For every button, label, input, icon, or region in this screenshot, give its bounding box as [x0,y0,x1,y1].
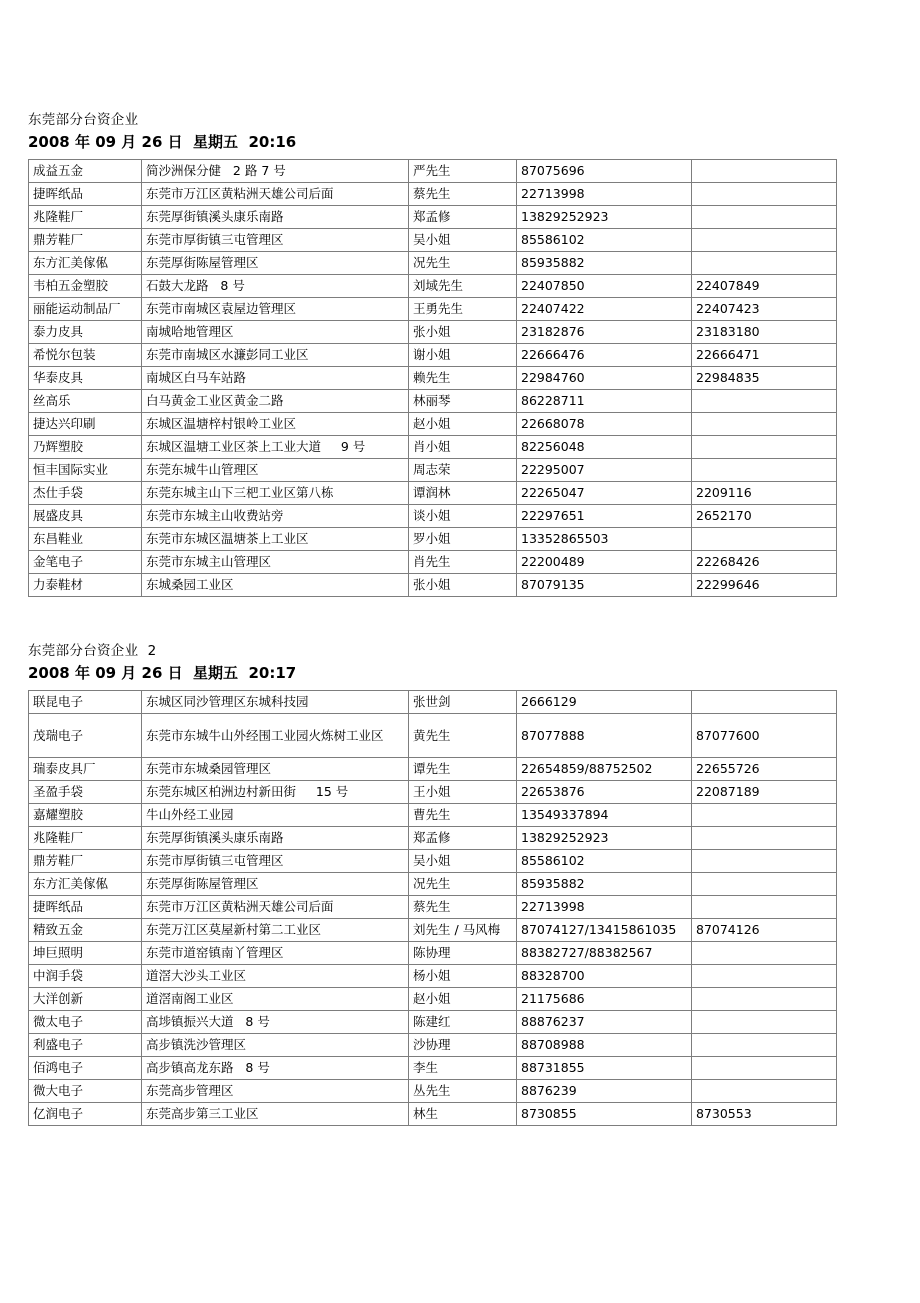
table-row [29,413,837,436]
document-section-1 [28,110,838,597]
table-row [29,896,837,919]
cell-company-name: 联昆电子 [29,691,142,714]
cell-contact-person: 赵小姐 [409,988,517,1011]
cell-telephone: 13829252923 [517,206,692,229]
table-row [29,252,837,275]
cell-fax [692,873,837,896]
cell-company-name: 捷达兴印刷 [29,413,142,436]
cell-fax [692,1080,837,1103]
cell-contact-person: 刘域先生 [409,275,517,298]
cell-company-name: 成益五金 [29,160,142,183]
cell-company-name: 圣盈手袋 [29,781,142,804]
cell-address: 东城桑园工业区 [142,574,409,597]
cell-address: 简沙洲保分健 2 路 7 号 [142,160,409,183]
cell-company-name: 乃辉塑胶 [29,436,142,459]
cell-address: 东莞市厚街镇三屯管理区 [142,850,409,873]
cell-telephone: 8876239 [517,1080,692,1103]
table-row [29,1011,837,1034]
cell-address: 东莞市厚街镇三屯管理区 [142,229,409,252]
cell-contact-person: 林生 [409,1103,517,1126]
cell-telephone: 22407850 [517,275,692,298]
cell-address: 东莞厚街陈屋管理区 [142,252,409,275]
cell-telephone: 22654859/88752502 [517,758,692,781]
cell-company-name: 兆隆鞋厂 [29,827,142,850]
cell-company-name: 微大电子 [29,1080,142,1103]
cell-fax [692,942,837,965]
cell-fax: 22299646 [692,574,837,597]
cell-fax: 22407849 [692,275,837,298]
table-row [29,827,837,850]
cell-fax: 87074126 [692,919,837,942]
cell-fax: 22666471 [692,344,837,367]
table-body [29,160,837,597]
cell-contact-person: 张小姐 [409,321,517,344]
cell-fax [692,804,837,827]
table-row [29,183,837,206]
cell-company-name: 坤巨照明 [29,942,142,965]
cell-fax [692,160,837,183]
cell-address: 白马黄金工业区黄金二路 [142,390,409,413]
cell-telephone: 22265047 [517,482,692,505]
cell-contact-person: 蔡先生 [409,896,517,919]
cell-telephone: 86228711 [517,390,692,413]
cell-fax: 2209116 [692,482,837,505]
table-body [29,691,837,1126]
table-row [29,850,837,873]
cell-contact-person: 沙协理 [409,1034,517,1057]
cell-address: 牛山外经工业园 [142,804,409,827]
table-row [29,1103,837,1126]
cell-company-name: 泰力皮具 [29,321,142,344]
cell-company-name: 嘉耀塑胶 [29,804,142,827]
cell-contact-person: 张小姐 [409,574,517,597]
cell-contact-person: 林丽琴 [409,390,517,413]
cell-telephone: 22984760 [517,367,692,390]
cell-fax: 2652170 [692,505,837,528]
cell-telephone: 88708988 [517,1034,692,1057]
cell-address: 东莞东城区柏洲边村新田街 15 号 [142,781,409,804]
cell-company-name: 茂瑞电子 [29,714,142,758]
cell-company-name: 鼎芳鞋厂 [29,850,142,873]
cell-contact-person: 刘先生 / 马风梅 [409,919,517,942]
cell-fax [692,827,837,850]
cell-contact-person: 蔡先生 [409,183,517,206]
cell-company-name: 丽能运动制品厂 [29,298,142,321]
cell-company-name: 中润手袋 [29,965,142,988]
cell-telephone: 13829252923 [517,827,692,850]
cell-telephone: 22713998 [517,896,692,919]
table-row [29,714,837,758]
table-row [29,482,837,505]
cell-fax [692,1034,837,1057]
cell-fax: 22268426 [692,551,837,574]
table-row [29,804,837,827]
table-row [29,298,837,321]
cell-fax [692,1057,837,1080]
cell-telephone: 22407422 [517,298,692,321]
cell-fax: 87077600 [692,714,837,758]
cell-address: 高步镇高龙东路 8 号 [142,1057,409,1080]
cell-contact-person: 谈小姐 [409,505,517,528]
cell-address: 东莞厚街镇溪头康乐南路 [142,827,409,850]
cell-contact-person: 谭润林 [409,482,517,505]
cell-telephone: 13352865503 [517,528,692,551]
cell-fax: 22407423 [692,298,837,321]
cell-fax [692,528,837,551]
cell-telephone: 87075696 [517,160,692,183]
cell-fax [692,229,837,252]
cell-contact-person: 肖先生 [409,551,517,574]
cell-company-name: 东方汇美傢俬 [29,252,142,275]
cell-address: 道滘南阁工业区 [142,988,409,1011]
cell-fax [692,691,837,714]
cell-telephone: 88382727/88382567 [517,942,692,965]
cell-fax [692,436,837,459]
cell-address: 高埗镇振兴大道 8 号 [142,1011,409,1034]
cell-contact-person: 严先生 [409,160,517,183]
cell-address: 东莞高步管理区 [142,1080,409,1103]
table-row [29,965,837,988]
table-row [29,1057,837,1080]
cell-company-name: 利盛电子 [29,1034,142,1057]
table-row [29,1034,837,1057]
table-row [29,344,837,367]
cell-contact-person: 吴小姐 [409,850,517,873]
cell-address: 东莞市东城主山管理区 [142,551,409,574]
table-row [29,505,837,528]
cell-telephone: 22713998 [517,183,692,206]
cell-contact-person: 黄先生 [409,714,517,758]
cell-telephone: 22295007 [517,459,692,482]
cell-company-name: 大洋创新 [29,988,142,1011]
cell-contact-person: 郑孟修 [409,827,517,850]
cell-telephone: 88731855 [517,1057,692,1080]
cell-fax [692,1011,837,1034]
cell-address: 东城区同沙管理区东城科技园 [142,691,409,714]
table-row [29,919,837,942]
cell-fax [692,459,837,482]
document-section-2 [28,641,838,1126]
cell-contact-person: 张世剑 [409,691,517,714]
cell-company-name: 东昌鞋业 [29,528,142,551]
cell-company-name: 鼎芳鞋厂 [29,229,142,252]
cell-telephone: 87074127/13415861035 [517,919,692,942]
cell-company-name: 佰鸿电子 [29,1057,142,1080]
cell-telephone: 88876237 [517,1011,692,1034]
cell-address: 东莞市南城区水濂彭同工业区 [142,344,409,367]
cell-address: 东莞市东城主山收费站旁 [142,505,409,528]
cell-fax: 22087189 [692,781,837,804]
cell-company-name: 希悦尔包装 [29,344,142,367]
table-row [29,551,837,574]
cell-telephone: 85935882 [517,873,692,896]
cell-fax [692,896,837,919]
cell-company-name: 恒丰国际实业 [29,459,142,482]
cell-contact-person: 赵小姐 [409,413,517,436]
cell-address: 东莞市东城桑园管理区 [142,758,409,781]
cell-telephone: 22666476 [517,344,692,367]
cell-company-name: 捷晖纸品 [29,183,142,206]
section-date: 2008 年 09 月 26 日 星期五 20:17 [28,664,297,682]
cell-telephone: 22668078 [517,413,692,436]
cell-company-name: 东方汇美傢俬 [29,873,142,896]
cell-telephone: 82256048 [517,436,692,459]
company-table-2 [28,690,837,1126]
table-row [29,691,837,714]
cell-telephone: 23182876 [517,321,692,344]
company-table-1 [28,159,837,597]
table-row [29,459,837,482]
cell-address: 东莞万江区莫屋新村第二工业区 [142,919,409,942]
cell-contact-person: 陈协理 [409,942,517,965]
cell-telephone: 13549337894 [517,804,692,827]
table-row [29,206,837,229]
cell-telephone: 85586102 [517,229,692,252]
cell-telephone: 22297651 [517,505,692,528]
cell-company-name: 捷晖纸品 [29,896,142,919]
section-title: 东莞部分台资企业 [28,112,139,128]
cell-company-name: 瑞泰皮具厂 [29,758,142,781]
table-row [29,436,837,459]
cell-company-name: 华泰皮具 [29,367,142,390]
cell-telephone: 85586102 [517,850,692,873]
cell-fax [692,965,837,988]
cell-fax: 22655726 [692,758,837,781]
cell-company-name: 金笔电子 [29,551,142,574]
cell-address: 东莞高步第三工业区 [142,1103,409,1126]
cell-address: 东莞市道窑镇南丫管理区 [142,942,409,965]
cell-fax [692,390,837,413]
cell-address: 东城区温塘梓村银岭工业区 [142,413,409,436]
cell-fax [692,850,837,873]
cell-fax [692,252,837,275]
cell-contact-person: 谢小姐 [409,344,517,367]
cell-contact-person: 郑孟修 [409,206,517,229]
cell-address: 东城区温塘工业区茶上工业大道 9 号 [142,436,409,459]
table-row [29,758,837,781]
cell-contact-person: 丛先生 [409,1080,517,1103]
cell-contact-person: 王小姐 [409,781,517,804]
table-row [29,528,837,551]
cell-address: 东莞市万江区黄粘洲天雄公司后面 [142,896,409,919]
cell-contact-person: 吴小姐 [409,229,517,252]
cell-company-name: 力泰鞋材 [29,574,142,597]
cell-contact-person: 王勇先生 [409,298,517,321]
cell-company-name: 亿润电子 [29,1103,142,1126]
cell-address: 南城哈地管理区 [142,321,409,344]
cell-telephone: 85935882 [517,252,692,275]
cell-contact-person: 杨小姐 [409,965,517,988]
cell-fax [692,988,837,1011]
cell-telephone: 2666129 [517,691,692,714]
cell-address: 南城区白马车站路 [142,367,409,390]
cell-contact-person: 况先生 [409,252,517,275]
cell-company-name: 韦柏五金塑胶 [29,275,142,298]
cell-address: 道滘大沙头工业区 [142,965,409,988]
cell-fax [692,413,837,436]
cell-contact-person: 罗小姐 [409,528,517,551]
table-row [29,367,837,390]
section-title: 东莞部分台资企业 2 [28,643,157,659]
cell-address: 东莞厚街陈屋管理区 [142,873,409,896]
cell-address: 高步镇洗沙管理区 [142,1034,409,1057]
cell-telephone: 88328700 [517,965,692,988]
cell-address: 东莞市东城区温塘茶上工业区 [142,528,409,551]
cell-contact-person: 曹先生 [409,804,517,827]
section-date: 2008 年 09 月 26 日 星期五 20:16 [28,133,297,151]
cell-fax: 23183180 [692,321,837,344]
cell-company-name: 丝高乐 [29,390,142,413]
cell-contact-person: 陈建红 [409,1011,517,1034]
cell-company-name: 杰仕手袋 [29,482,142,505]
cell-fax [692,183,837,206]
table-row [29,781,837,804]
cell-telephone: 87079135 [517,574,692,597]
cell-address: 东莞厚街镇溪头康乐南路 [142,206,409,229]
cell-company-name: 展盛皮具 [29,505,142,528]
cell-contact-person: 李生 [409,1057,517,1080]
cell-address: 东莞市东城牛山外经围工业园火炼树工业区 [142,714,409,758]
cell-fax: 8730553 [692,1103,837,1126]
table-row [29,275,837,298]
table-row [29,574,837,597]
cell-contact-person: 周志荣 [409,459,517,482]
cell-contact-person: 谭先生 [409,758,517,781]
cell-telephone: 8730855 [517,1103,692,1126]
cell-company-name: 兆隆鞋厂 [29,206,142,229]
cell-contact-person: 肖小姐 [409,436,517,459]
cell-company-name: 精致五金 [29,919,142,942]
cell-address: 东莞市南城区袁屋边管理区 [142,298,409,321]
cell-fax: 22984835 [692,367,837,390]
cell-telephone: 22653876 [517,781,692,804]
cell-address: 东莞东城牛山管理区 [142,459,409,482]
table-row [29,873,837,896]
table-row [29,160,837,183]
cell-telephone: 21175686 [517,988,692,1011]
table-row [29,1080,837,1103]
cell-contact-person: 赖先生 [409,367,517,390]
table-row [29,942,837,965]
cell-company-name: 微太电子 [29,1011,142,1034]
cell-fax [692,206,837,229]
table-row [29,321,837,344]
table-row [29,988,837,1011]
table-row [29,229,837,252]
cell-address: 东莞东城主山下三杷工业区第八栋 [142,482,409,505]
table-row [29,390,837,413]
cell-contact-person: 况先生 [409,873,517,896]
cell-telephone: 22200489 [517,551,692,574]
cell-address: 东莞市万江区黄粘洲天雄公司后面 [142,183,409,206]
cell-telephone: 87077888 [517,714,692,758]
cell-address: 石鼓大龙路 8 号 [142,275,409,298]
